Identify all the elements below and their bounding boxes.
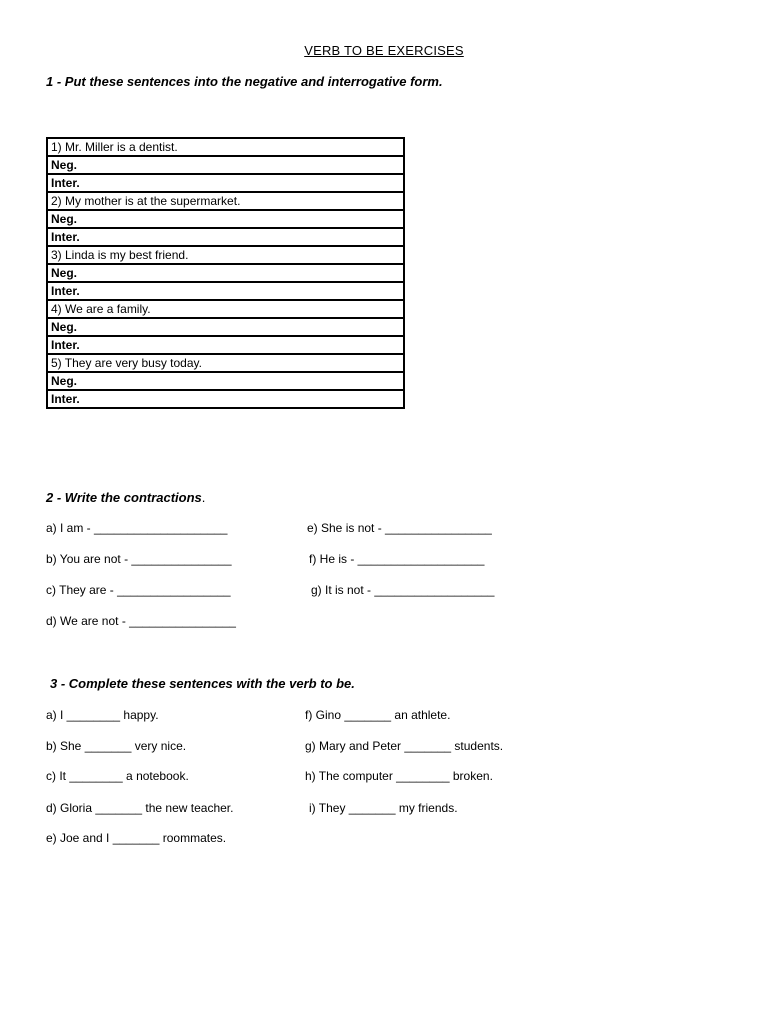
contraction-item-b: b) You are not - _______________	[46, 552, 232, 566]
interrogative-answer-cell[interactable]: Inter.	[47, 228, 404, 246]
negative-answer-cell[interactable]: Neg.	[47, 210, 404, 228]
negative-answer-cell[interactable]: Neg.	[47, 318, 404, 336]
table-row	[47, 264, 404, 282]
sentence-cell: 2) My mother is at the supermarket.	[47, 192, 404, 210]
sentence-cell: 3) Linda is my best friend.	[47, 246, 404, 264]
table-row	[47, 282, 404, 300]
sentence-cell: 4) We are a family.	[47, 300, 404, 318]
table-row	[47, 192, 404, 210]
table-row	[47, 174, 404, 192]
complete-item-i: i) They _______ my friends.	[309, 801, 458, 815]
complete-item-f: f) Gino _______ an athlete.	[305, 708, 451, 722]
contraction-item-f: f) He is - ___________________	[309, 552, 485, 566]
table-row	[47, 336, 404, 354]
complete-item-d: d) Gloria _______ the new teacher.	[46, 801, 234, 815]
complete-item-h: h) The computer ________ broken.	[305, 769, 493, 783]
section-3-heading: 3 - Complete these sentences with the verb to be.	[50, 676, 355, 691]
contraction-item-c: c) They are - _________________	[46, 583, 231, 597]
section-1-heading: 1 - Put these sentences into the negative and interrogative form.	[46, 74, 443, 89]
table-row	[47, 390, 404, 408]
negative-answer-cell[interactable]: Neg.	[47, 372, 404, 390]
table-row	[47, 318, 404, 336]
complete-item-c: c) It ________ a notebook.	[46, 769, 189, 783]
interrogative-answer-cell[interactable]: Inter.	[47, 282, 404, 300]
contraction-item-d: d) We are not - ________________	[46, 614, 236, 628]
section-2-heading-tail: .	[201, 490, 206, 505]
sentence-cell: 5) They are very busy today.	[47, 354, 404, 372]
table-row	[47, 210, 404, 228]
interrogative-answer-cell[interactable]: Inter.	[47, 174, 404, 192]
table-row	[47, 372, 404, 390]
negative-answer-cell[interactable]: Neg.	[47, 156, 404, 174]
contraction-item-g: g) It is not - __________________	[311, 583, 495, 597]
table-row	[47, 354, 404, 372]
table-row	[47, 228, 404, 246]
interrogative-answer-cell[interactable]: Inter.	[47, 336, 404, 354]
exercise-table	[46, 137, 405, 409]
complete-item-a: a) I ________ happy.	[46, 708, 159, 722]
table-row	[47, 300, 404, 318]
table-row	[47, 138, 404, 156]
page-title: VERB TO BE EXERCISES	[304, 43, 464, 58]
section-2-heading-text: 2 - Write the contractions	[46, 490, 202, 505]
complete-item-g: g) Mary and Peter _______ students.	[305, 739, 504, 753]
complete-item-b: b) She _______ very nice.	[46, 739, 187, 753]
table-row	[47, 156, 404, 174]
complete-item-e: e) Joe and I _______ roommates.	[46, 831, 227, 845]
contraction-item-a: a) I am - ____________________	[46, 521, 228, 535]
table-row	[47, 246, 404, 264]
section-2-heading	[46, 490, 205, 505]
sentence-cell: 1) Mr. Miller is a dentist.	[47, 138, 404, 156]
contraction-item-e: e) She is not - ________________	[307, 521, 492, 535]
interrogative-answer-cell[interactable]: Inter.	[47, 390, 404, 408]
negative-answer-cell[interactable]: Neg.	[47, 264, 404, 282]
